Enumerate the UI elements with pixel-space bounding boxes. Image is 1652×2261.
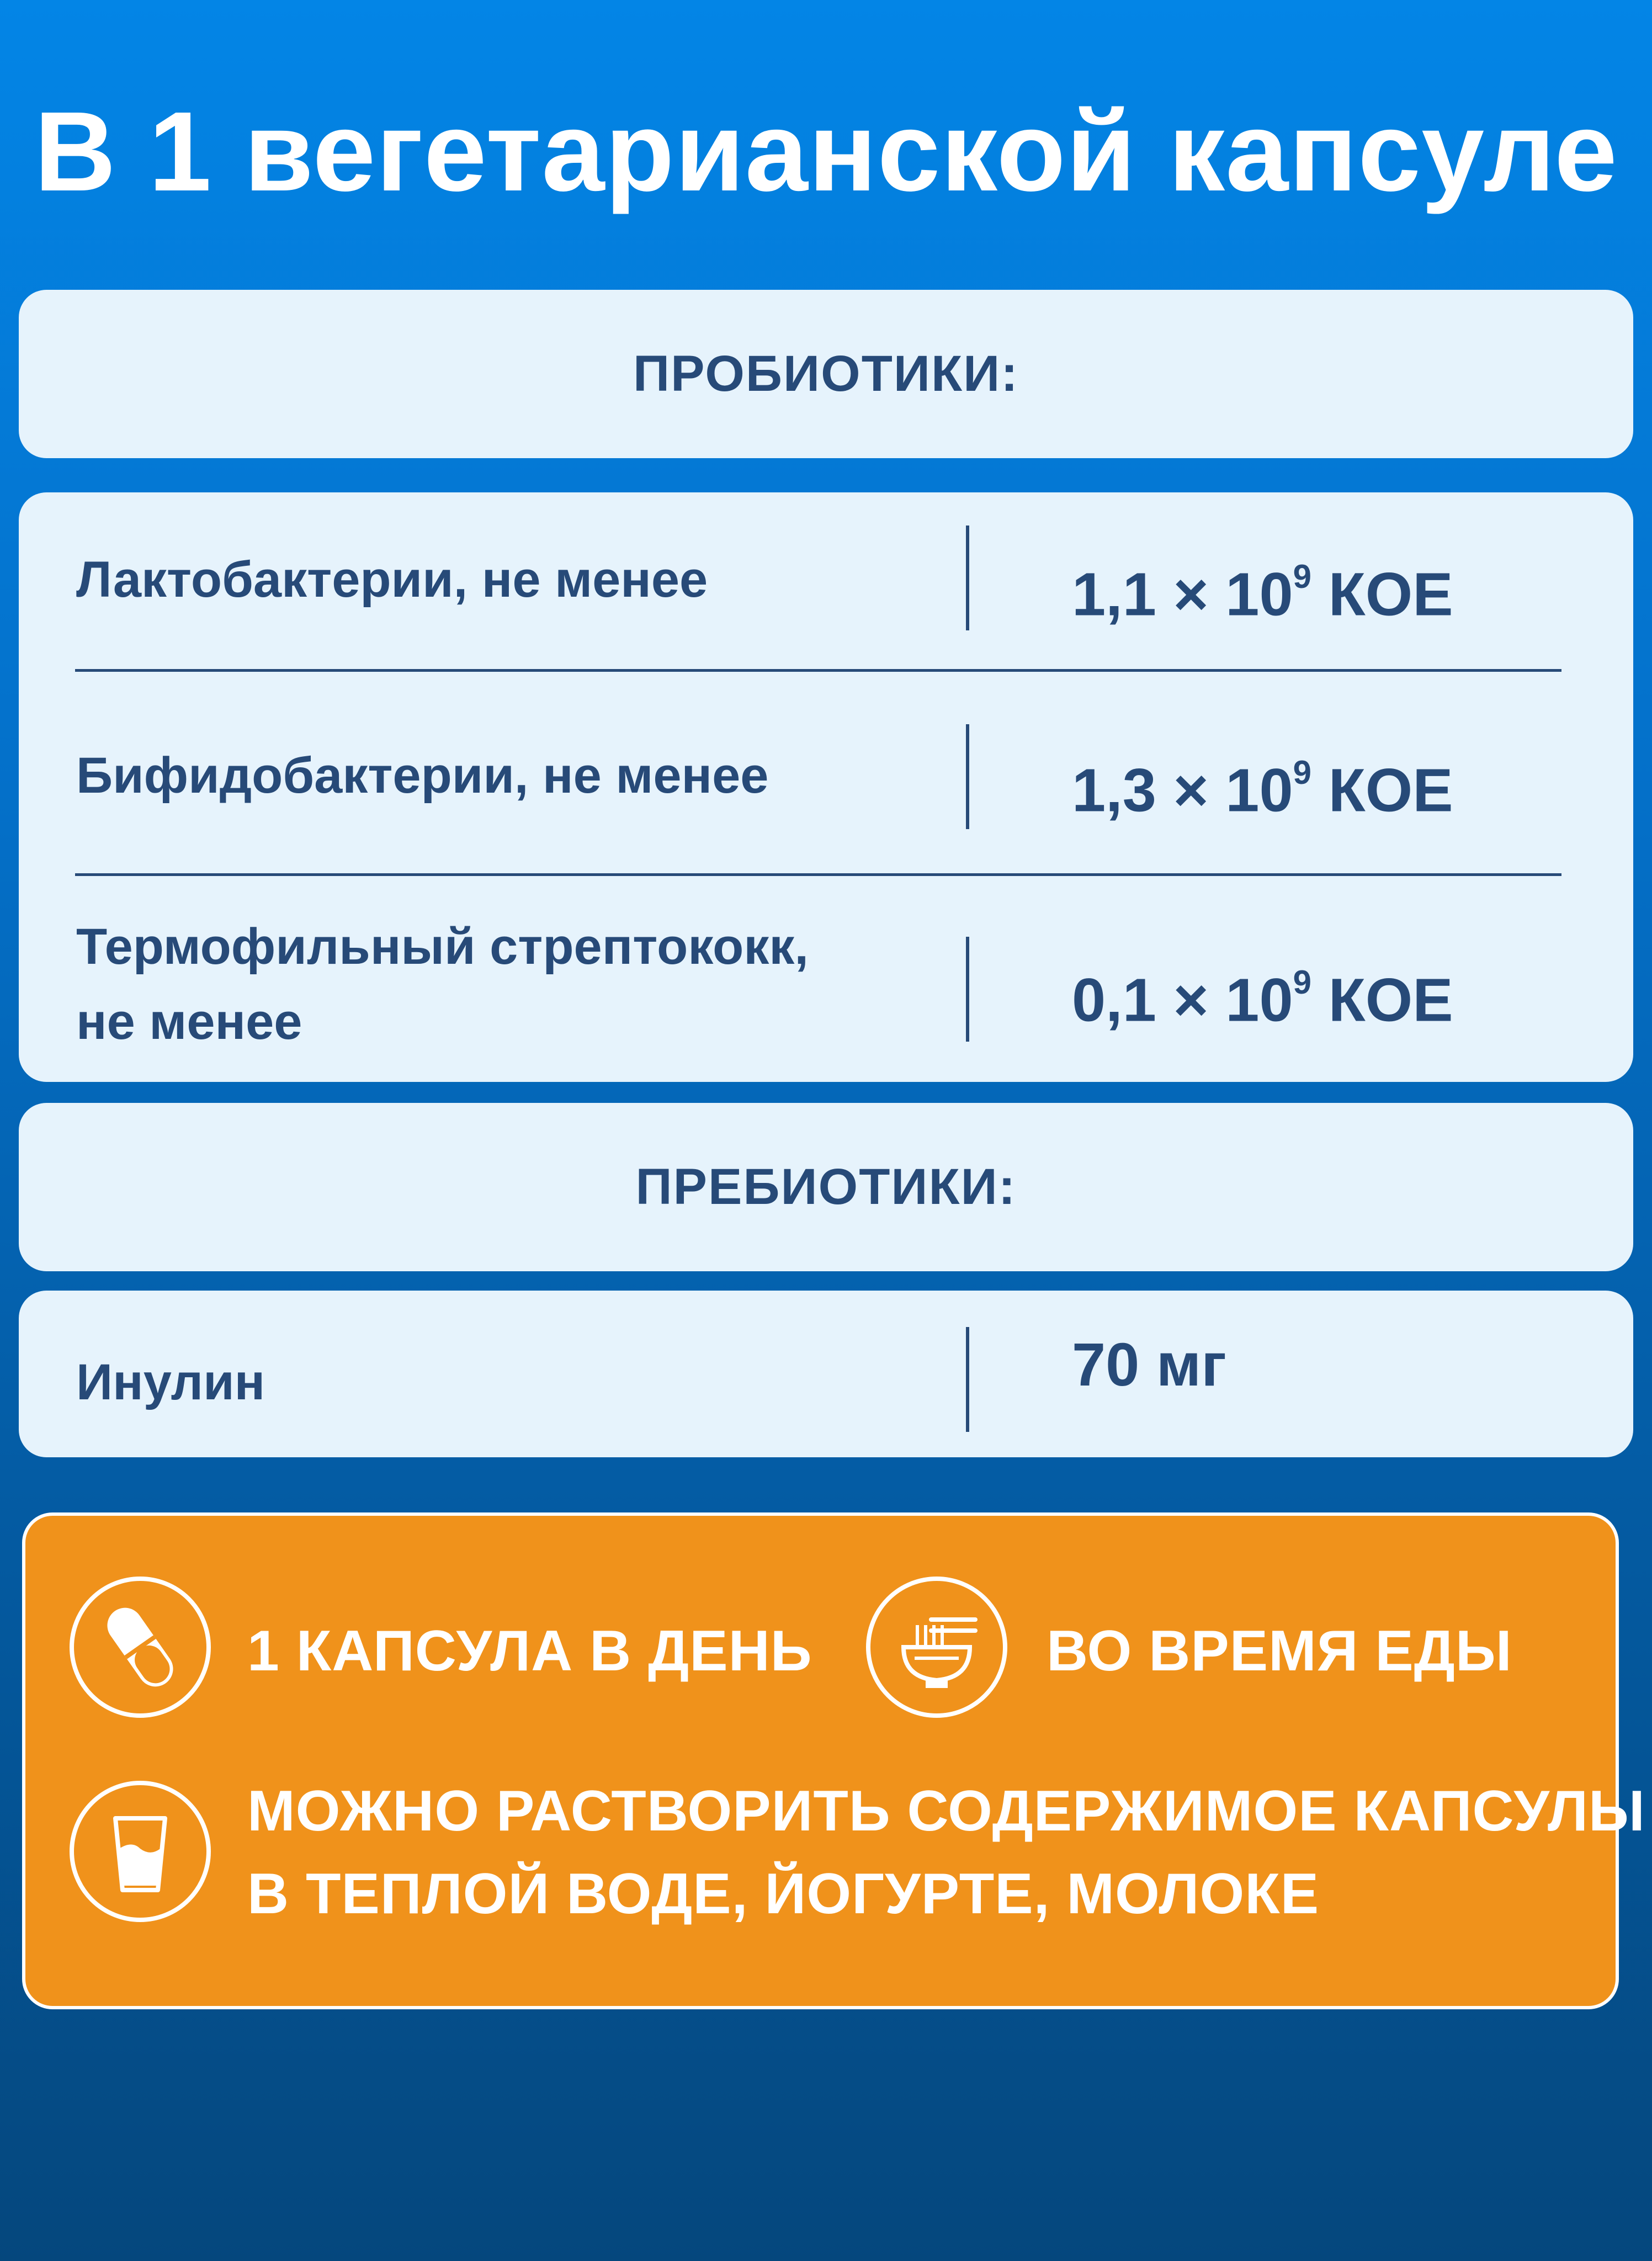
prebiotics-table (19, 1291, 1633, 1457)
table-row (19, 672, 1633, 871)
row-label: Лактобактерии, не менее (76, 551, 708, 608)
probiotics-header: ПРОБИОТИКИ: (633, 346, 1019, 402)
column-divider (966, 724, 969, 829)
probiotics-table (19, 492, 1633, 1082)
table-row (19, 1291, 1633, 1457)
column-divider (966, 937, 969, 1042)
column-divider (966, 526, 969, 630)
row-value: $0,1 \times 10^9$ КОЕ (1072, 964, 1453, 1034)
usage-box (22, 1512, 1645, 2009)
capsule-icon (70, 1577, 211, 1718)
noodle-bowl-icon (866, 1577, 1007, 1718)
timing-text: ВО ВРЕМЯ ЕДЫ (1047, 1619, 1512, 1683)
column-divider (966, 1327, 969, 1432)
prebiotics-header: ПРЕБИОТИКИ: (635, 1159, 1017, 1215)
row-value: $1,1 \times 10^9$ КОЕ (1072, 558, 1453, 629)
page-title: В 1 вегетарианской капсуле (34, 88, 1618, 215)
row-value: 70 мг (1072, 1331, 1227, 1399)
glass-icon (70, 1781, 211, 1922)
row-label: Инулин (76, 1354, 265, 1410)
probiotics-header-panel (19, 290, 1633, 458)
table-row (19, 492, 1633, 669)
dose-text: 1 КАПСУЛА В ДЕНЬ (247, 1619, 812, 1683)
dissolve-text-line1: МОЖНО РАСТВОРИТЬ СОДЕРЖИМОЕ КАПСУЛЫ (247, 1779, 1645, 1843)
row-value: $1,3 \times 10^9$ КОЕ (1072, 754, 1453, 825)
prebiotics-header-panel (19, 1103, 1633, 1271)
table-row (19, 876, 1633, 1082)
dissolve-text-line2: В ТЕПЛОЙ ВОДЕ, ЙОГУРТЕ, МОЛОКЕ (247, 1862, 1320, 1926)
row-label: Бифидобактерии, не менее (76, 747, 769, 804)
row-label: Термофильный стрептококк, не менее (76, 919, 809, 1050)
